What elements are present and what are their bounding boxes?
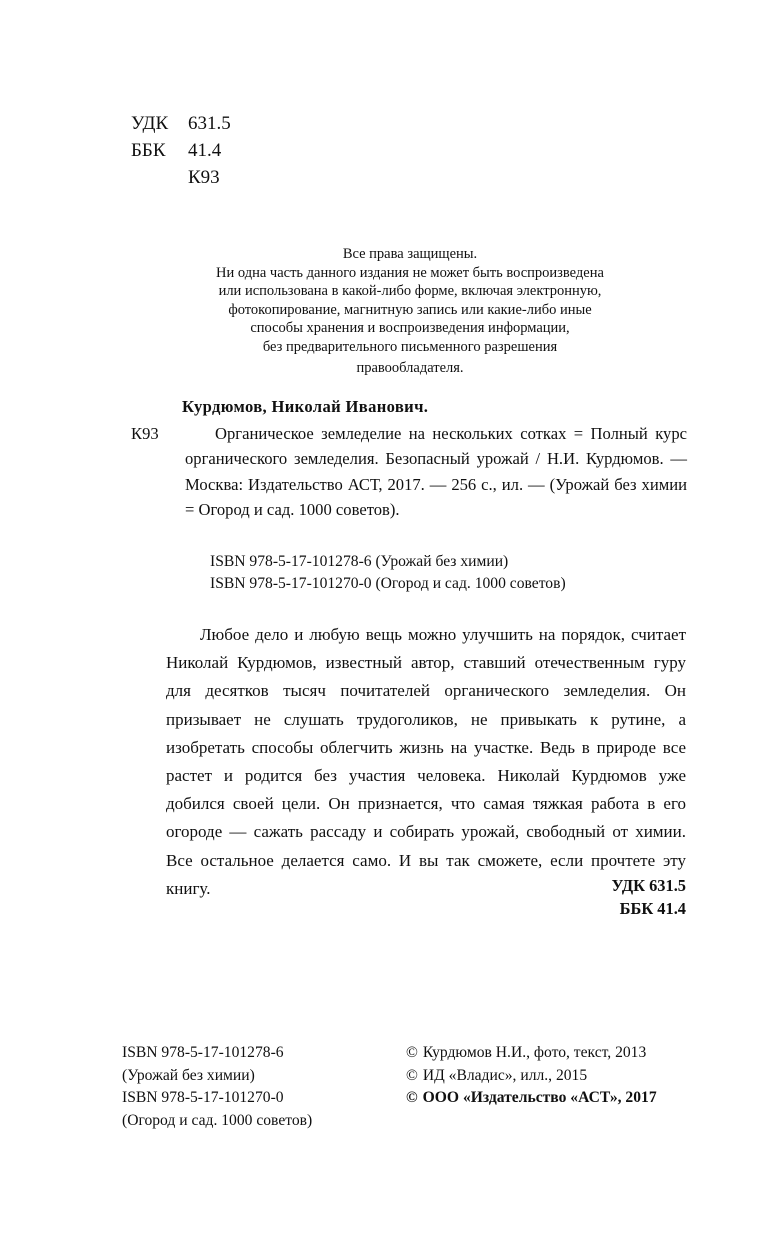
footer-copyright-block [406,1042,657,1110]
udk-value: 631.5 [188,113,231,134]
rights-line-5: способы хранения и воспроизведения информации, [250,320,570,337]
bbk-value: 41.4 [188,140,222,161]
rights-line-6: без предварительного письменного разрешения [262,338,558,355]
copyright-icon: © [406,1066,418,1084]
isbn-middle-line-2: ISBN 978-5-17-101270-0 (Огород и сад. 1000 советов) [210,575,566,592]
biblio-description: Органическое земледелие на нескольких сотках = Полный курс органического земледелия. Безопасный урожай / Н.И. Курдюмов. — Москва: Издательство АСТ, 2017. — 256 с., ил. — (Урожай без химии = Огород и сад. 1000 советов). [185,423,687,520]
rights-line-2: Ни одна часть данного издания не может быть воспроизведена [216,264,604,281]
author-sign-row [131,164,231,191]
bbk-bottom: ББК 41.4 [619,899,686,918]
classification-codes-top [131,110,231,191]
author-sign-value: К93 [188,167,220,188]
bibliographic-record [131,394,687,523]
copyright-line-3 [406,1087,657,1110]
copyright-icon: © [406,1089,418,1107]
udk-row [131,110,231,137]
isbn-middle-line-1: ISBN 978-5-17-101278-6 (Урожай без химии) [210,553,509,570]
classification-codes-bottom [611,874,686,920]
rights-notice [120,245,700,377]
biblio-author: Курдюмов, Николай Иванович. [182,397,429,416]
udk-bottom: УДК 631.5 [611,876,686,895]
footer-isbn-line-1: ISBN 978-5-17-101278-6 [122,1044,284,1061]
copyright-text-2: ИД «Владис», илл., 2015 [422,1066,588,1084]
copyright-line-1 [406,1042,657,1065]
footer-isbn-line-2: (Урожай без химии) [122,1066,255,1084]
isbn-block-middle [210,551,566,595]
copyright-icon: © [406,1044,418,1061]
footer-isbn-line-3: ISBN 978-5-17-101270-0 [122,1089,284,1107]
udk-label: УДК [131,113,169,134]
copyright-line-2 [406,1065,657,1088]
footer-isbn-line-4: (Огород и сад. 1000 советов) [122,1111,313,1129]
rights-line-3: или использована в какой-либо форме, включая электронную, [218,283,602,300]
copyright-text-3: ООО «Издательство «АСТ», 2017 [422,1089,657,1107]
footer-isbn-block [122,1042,312,1132]
bbk-row [131,137,231,164]
biblio-sigla: К93 [131,423,159,443]
biblio-body [131,421,687,523]
rights-line-1: Все права защищены. [342,246,478,262]
annotation-paragraph: Любое дело и любую вещь можно улучшить на порядок, считает Николай Курдюмов, известный автор, ставший отечественным гуру для десятков тысяч почитателей органического земледелия. Он призывает не слушать трудоголиков, не привыкать к рутине, а изобретать способы облегчить жизнь на участке. Ведь в природе все растет и родится без участия человека. Николай Курдюмов уже добился своей цели. Он признается, что самая тяжкая работа в его огороде — сажать рассаду и собирать урожай, свободный от химии. Все остальное делается само. И вы так сможете, если прочтете эту книгу. [166,625,686,898]
rights-line-7: правообладателя. [356,359,464,376]
rights-line-4: фотокопирование, магнитную запись или какие-либо иные [228,301,592,318]
bbk-label: ББК [131,140,166,161]
copyright-text-1: Курдюмов Н.И., фото, текст, 2013 [422,1044,647,1061]
